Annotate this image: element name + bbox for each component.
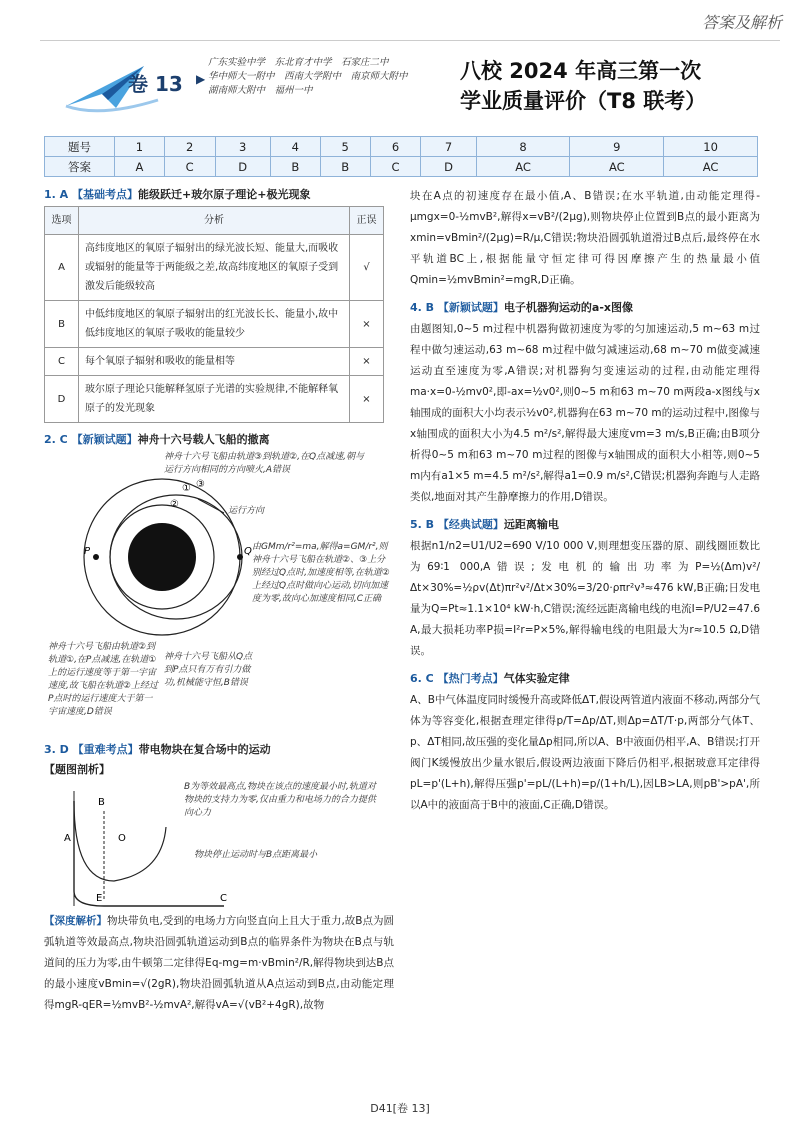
header-cell: 选项	[45, 207, 79, 235]
q2-number: 2. C	[44, 433, 68, 446]
table-cell: 7	[421, 137, 476, 157]
header-cell: 分析	[79, 207, 350, 235]
q5-topic: 远距离输电	[503, 518, 559, 531]
table-cell: 8	[476, 137, 570, 157]
q1-analysis-table	[44, 206, 384, 423]
analysis-cell: 中低纬度地区的氧原子辐射出的红光波长长、能量小,故中低纬度地区的氧原子吸收的能量较少	[79, 301, 350, 348]
q2-tag: 【新颖试题】	[71, 433, 138, 446]
table-cell: 10	[664, 137, 758, 157]
school-line: 湖南师大附中 福州一中	[208, 85, 313, 96]
q6-tag: 【热门考点】	[437, 672, 504, 685]
table-cell: 3	[215, 137, 270, 157]
table-row	[45, 376, 384, 423]
svg-text:B: B	[98, 797, 105, 808]
page-footer: D41[卷 13]	[370, 1102, 430, 1115]
option-cell: C	[45, 348, 79, 376]
svg-text:O: O	[118, 833, 126, 844]
analysis-cell: 高纬度地区的氧原子辐射出的绿光波长短、能量大,而吸收或辐射的能量等于两能级之差,故高纬度地区的氧原子受到激发后能级较高	[79, 235, 350, 301]
table-cell: 5	[320, 137, 370, 157]
q5-analysis: 根据n1/n2=U1/U2=690 V/10 000 V,则理想变压器的原、副线圈匝数比为69∶1 000,A错误;发电机的输出功率为P=½(Δm)v²/Δt×30%=½ρv(Δt)πr²v²/Δt×30%=3/20·ρπr²v³≈476 kW,B正确;日发电量为Q=Pt≈1.1×10⁴ kW·h,C错误;流经远距离输电线的电流I=P/U2=47.6 A,最大损耗功率P损=I²r=P×5%,解得输电线的电阻最大为r≈10.5 Ω,D错误。	[410, 540, 760, 657]
q4-topic: 电子机器狗运动的a-x图像	[503, 301, 633, 314]
right-column	[410, 186, 760, 816]
table-cell: 6	[370, 137, 421, 157]
annotation: 由GMm/r²=ma,解得a=GM/r²,则神舟十六号飞船在轨道②、③上分别经过Q点时,加速度相等,在轨道②上经过Q点时做向心运动,切向加速度为零,故向心加速度相同,C正确	[252, 542, 390, 604]
q1-heading	[44, 186, 394, 202]
annotation: 运行方向	[228, 506, 265, 516]
header-cell: 答案	[45, 157, 115, 177]
table-row	[45, 301, 384, 348]
table-cell: D	[421, 157, 476, 177]
header-cell: 题号	[45, 137, 115, 157]
answer-table-row-numbers	[45, 137, 758, 157]
q3-heading	[44, 741, 394, 757]
option-cell: B	[45, 301, 79, 348]
svg-text:③: ③	[196, 479, 205, 490]
header-rule	[40, 40, 780, 41]
table-cell: A	[115, 157, 165, 177]
svg-text:①: ①	[182, 483, 191, 494]
table-cell: D	[215, 157, 270, 177]
svg-text:②: ②	[170, 499, 179, 510]
q2-topic: 神舟十六号载人飞船的撤离	[137, 433, 270, 446]
annotation: 神舟十六号飞船从Q点到P点只有万有引力做功,机械能守恒,B错误	[164, 652, 253, 688]
svg-text:Q: Q	[244, 546, 252, 557]
svg-text:C: C	[220, 893, 227, 904]
svg-text:E: E	[96, 893, 103, 904]
table-cell: AC	[476, 157, 570, 177]
q3-figure-title: 【题图剖析】	[44, 763, 110, 776]
section-label: 答案及解析	[701, 13, 782, 32]
school-line: 广东实验中学 东北育才中学 石家庄二中	[208, 57, 389, 68]
table-cell: 1	[115, 137, 165, 157]
table-cell: AC	[664, 157, 758, 177]
table-cell: 4	[270, 137, 320, 157]
exam-title-line: 学业质量评价（T8 联考）	[460, 89, 707, 113]
arrow-right-icon: ▶	[196, 72, 206, 86]
table-cell: C	[370, 157, 421, 177]
q1-topic: 能级跃迁+玻尔原子理论+极光现象	[138, 188, 311, 201]
q3-number: 3. D	[44, 743, 69, 756]
q6-analysis: A、B中气体温度同时缓慢升高或降低ΔT,假设两管道内液面不移动,两部分气体为等容变化,根据查理定律得p/T=Δp/ΔT,则Δp=ΔT/T·p,两部分气体T、p、ΔT相同,故压强的变化量Δp相同,所以A、B中液面仍相平,A、B错误;打开阀门K缓慢放出少量水银后,假设两边液面下降后仍相平,根据玻意耳定律得pL=p'(L+h),解得压强p'=pL/(L+h)=p/(1+h/L),因LB>LA,则pB'>pA',所以A中的液面高于B中的液面,C正确,D错误。	[410, 694, 760, 811]
q4-analysis: 由题图知,0~5 m过程中机器狗做初速度为零的匀加速运动,5 m~63 m过程中做匀速运动,63 m~68 m过程中做匀减速运动,68 m~70 m做变减速运动直至速度为零,A错误;对机器狗匀变速运动的过程,由动能定理得ma·x=0-½mv0²,即-ax=½v0²,则0~5 m和63 m~70 m两段a-x图线与x轴围成的面积大小均表示½v0²,机器狗在63 m~70 m的运动过程中,图像与x轴围成的面积大小为4.5 m²/s²,解得最大速度vm=3 m/s,B正确;由B项分析得0~5 m和63 m~70 m过程的图像与x轴围成的面积大小相等,则0~5 m内有a1×5 m=4.5 m²/s²,解得a1=0.9 m/s²,C错误;机器狗奔跑与人走路类似,地面对其产生静摩擦力的作用,D错误。	[410, 323, 760, 503]
q4-number: 4. B	[410, 301, 435, 314]
volume-label: 卷 13	[128, 72, 183, 96]
table-row	[45, 235, 384, 301]
q6-heading	[410, 670, 760, 686]
q5-heading	[410, 516, 760, 532]
verdict-cell: √	[350, 235, 384, 301]
option-cell: D	[45, 376, 79, 423]
q6-topic: 气体实验定律	[503, 672, 570, 685]
q3-tag: 【重难考点】	[72, 743, 139, 756]
table-row	[45, 348, 384, 376]
left-column	[44, 186, 394, 1016]
svg-text:P: P	[84, 546, 91, 557]
q4-heading	[410, 299, 760, 315]
analysis-tag: 【深度解析】	[44, 915, 108, 927]
svg-text:A: A	[64, 833, 71, 844]
option-cell: A	[45, 235, 79, 301]
q1-number: 1. A	[44, 188, 69, 201]
q6-number: 6. C	[410, 672, 434, 685]
q3-figure	[44, 781, 394, 911]
annotation: 神舟十六号飞船由轨道③到轨道②,在Q点减速,朝与运行方向相同的方向喷火,A错误	[164, 452, 364, 475]
verdict-cell: ×	[350, 348, 384, 376]
q5-tag: 【经典试题】	[437, 518, 504, 531]
analysis-text: 物块带负电,受到的电场力方向竖直向上且大于重力,故B点为圆弧轨道等效最高点,物块沿圆弧轨道运动到B点的临界条件为物块在B点与轨道间的压力为零,由牛顿第二定律得Eq-mg=m·vBmin²/R,解得物块到达B点的最小速度vBmin=√(2gR),物块沿圆弧轨道从A点运动到B点,由动能定理得mgR-qER=½mvB²-½mvA²,解得vA=√(vB²+4gR),故物	[44, 915, 394, 1011]
exam-title-line: 八校 2024 年高三第一次	[460, 59, 702, 83]
q3-topic: 带电物块在复合场中的运动	[138, 743, 271, 756]
q5-number: 5. B	[410, 518, 435, 531]
q4-tag: 【新颖试题】	[437, 301, 504, 314]
analysis-cell: 玻尔原子理论只能解释氢原子光谱的实验规律,不能解释氧原子的发光现象	[79, 376, 350, 423]
verdict-cell: ×	[350, 376, 384, 423]
school-line: 华中师大一附中 西南大学附中 南京师大附中	[208, 71, 408, 82]
table-cell: 9	[570, 137, 664, 157]
answer-table	[44, 136, 758, 177]
table-cell: C	[164, 157, 215, 177]
table-cell: B	[270, 157, 320, 177]
header-cell: 正误	[350, 207, 384, 235]
verdict-cell: ×	[350, 301, 384, 348]
analysis-cell: 每个氧原子辐射和吸收的能量相等	[79, 348, 350, 376]
q1-tag: 【基础考点】	[72, 188, 139, 201]
q3-analysis-continued: 块在A点的初速度存在最小值,A、B错误;在水平轨道,由动能定理得-μmgx=0-½mvB²,解得x=vB²/(2μg),则物块停止位置到B点的最小距离为xmin=vBmin²/(2μg)=R/μ,C错误;物块沿圆弧轨道滑过B点后,最终停在水平轨道BC上,根据能量守恒定律可得因摩擦产生的热量最小值Qmin=½mvBmin²=mgR,D正确。	[410, 190, 760, 286]
table-cell: 2	[164, 137, 215, 157]
q2-heading	[44, 431, 394, 447]
annotation: 神舟十六号飞船由轨道②到轨道①,在P点减速,在轨道①上的运行速度等于第一宇宙速度,故飞船在轨道②上经过P点时的运行速度大于第一宇宙速度,D错误	[48, 642, 158, 717]
annotation: B为等效最高点,物块在该点的速度最小时,轨道对物块的支持力为零,仅由重力和电场力的合力提供向心力	[184, 782, 376, 818]
annotation: 物块停止运动时与B点距离最小	[194, 850, 318, 860]
answer-table-row-answers	[45, 157, 758, 177]
school-list	[208, 56, 448, 98]
q3-analysis	[44, 911, 394, 1016]
q2-figure	[44, 451, 394, 741]
exam-title	[460, 56, 706, 116]
table-cell: AC	[570, 157, 664, 177]
table-cell: B	[320, 157, 370, 177]
